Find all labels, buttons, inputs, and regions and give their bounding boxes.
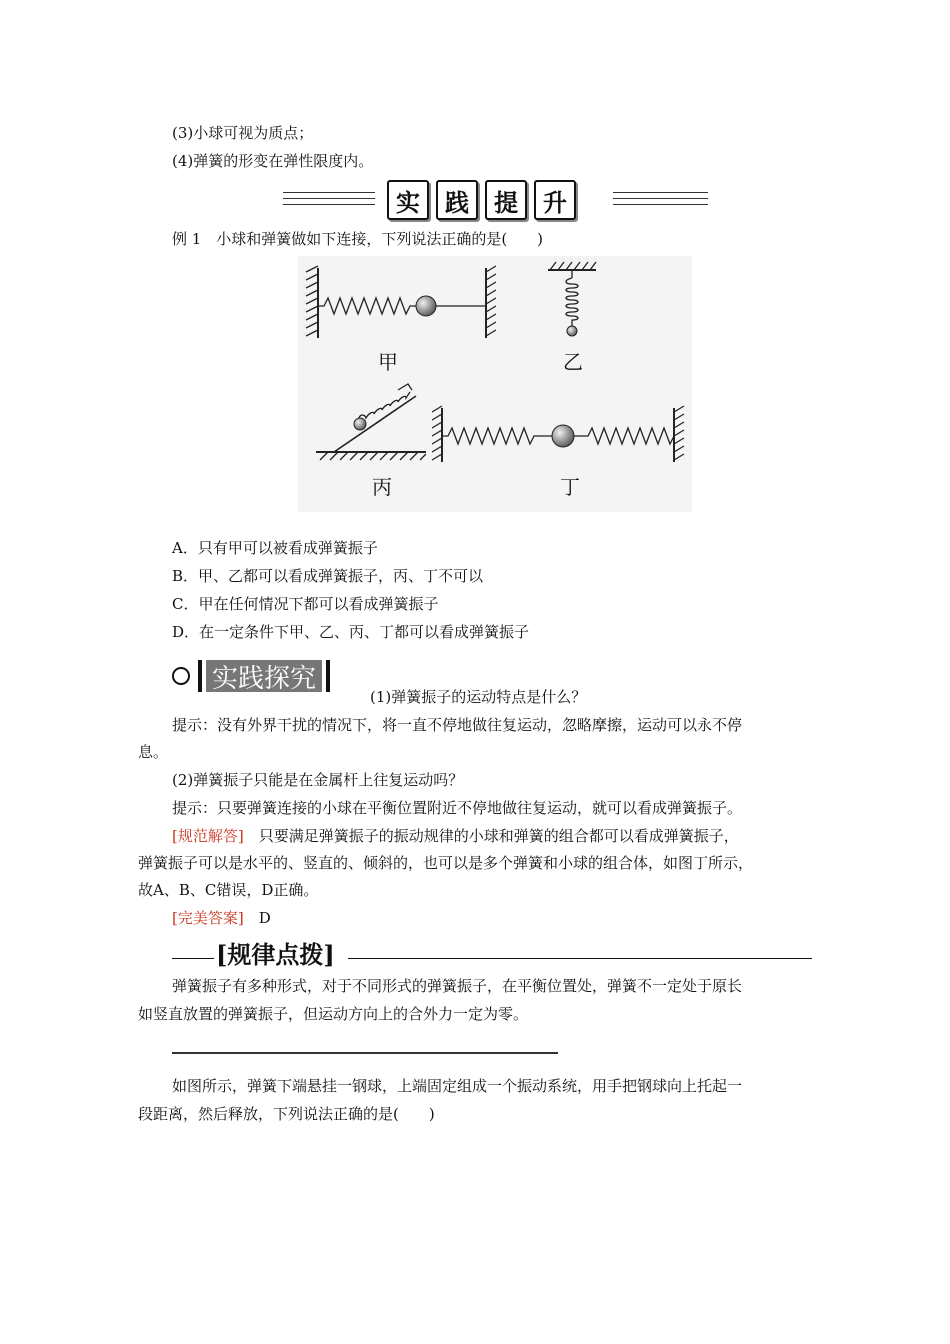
item-4: (4)弹簧的形变在弹性限度内。 <box>172 152 374 170</box>
option-b: B．甲、乙都可以看成弹簧振子，丙、丁不可以 <box>172 567 484 585</box>
option-a: A．只有甲可以被看成弹簧振子 <box>172 539 378 557</box>
rule-line2: 如竖直放置的弹簧振子，但运动方向上的合外力一定为零。 <box>138 1005 529 1023</box>
answer-value: D <box>243 909 271 927</box>
figure-label-bing: 丙 <box>372 475 392 499</box>
solution-line2: 弹簧振子可以是水平的、竖直的、倾斜的，也可以是多个弹簧和小球的组合体，如图丁所示， <box>138 854 754 872</box>
solution-tag: [规范解答] <box>172 827 244 845</box>
solution-line1 <box>172 826 739 846</box>
next-question-line1: 如图所示，弹簧下端悬挂一钢球，上端固定组成一个振动系统，用手把钢球向上托起一 <box>172 1077 743 1095</box>
practice-q1: (1)弹簧振子的运动特点是什么？ <box>370 688 587 706</box>
rule-line1: 弹簧振子有多种形式，对于不同形式的弹簧振子，在平衡位置处，弹簧不一定处于原长 <box>172 977 743 995</box>
spring-oscillator-figure <box>298 256 692 512</box>
banner-char-2: 践 <box>436 180 478 220</box>
figure-label-jia: 甲 <box>378 350 398 374</box>
practice-explore-text: 实践探究 <box>206 660 322 692</box>
rule-title: [规律点拨] <box>216 940 335 969</box>
banner-char-3: 提 <box>485 180 527 220</box>
option-d: D．在一定条件下甲、乙、丙、丁都可以看成弹簧振子 <box>172 623 530 641</box>
hint1-line1: 提示：没有外界干扰的情况下，将一直不停地做往复运动，忽略摩擦，运动可以永不停 <box>172 716 743 734</box>
practice-banner <box>283 180 708 222</box>
answer-tag: [完美答案] <box>172 909 244 927</box>
solution-text-1: 只要满足弹簧振子的振动规律的小球和弹簧的组合都可以看成弹簧振子， <box>243 827 739 845</box>
section-divider <box>172 1052 558 1054</box>
example-question: 例 1 小球和弹簧做如下连接，下列说法正确的是( ) <box>172 230 544 248</box>
solution-line3: 故A、B、C错误，D正确。 <box>138 881 319 899</box>
next-question-line2: 段距离，然后释放，下列说法正确的是( ) <box>138 1105 435 1123</box>
figure-label-yi: 乙 <box>563 350 583 374</box>
hint2: 提示：只要弹簧连接的小球在平衡位置附近不停地做往复运动，就可以看成弹簧振子。 <box>172 799 743 817</box>
hint1-line2: 息。 <box>138 743 169 761</box>
option-c: C．甲在任何情况下都可以看成弹簧振子 <box>172 595 439 613</box>
answer-line <box>172 908 271 928</box>
circle-icon <box>172 667 190 685</box>
banner-char-4: 升 <box>534 180 576 220</box>
practice-q2: (2)弹簧振子只能是在金属杆上往复运动吗？ <box>172 771 464 789</box>
practice-explore-label <box>172 658 330 694</box>
banner-char-1: 实 <box>387 180 429 220</box>
figure-label-ding: 丁 <box>560 475 580 499</box>
rule-heading <box>172 935 812 969</box>
item-3: (3)小球可视为质点； <box>172 124 314 142</box>
